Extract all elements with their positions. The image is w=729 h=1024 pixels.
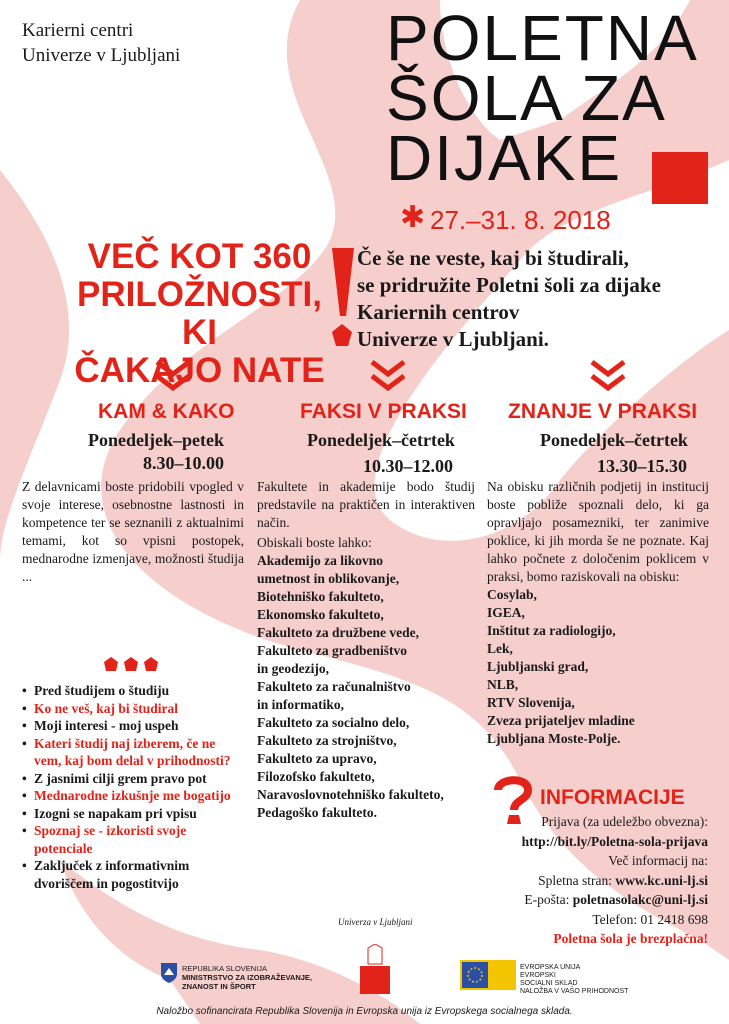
company-item: Zveza prijateljev mladine [487,713,635,728]
eu-flag-icon [460,960,516,990]
chevron-down-icon [588,360,628,392]
company-item: NLB, [487,677,519,692]
col3-days: Ponedeljek–četrtek [540,430,688,450]
title-line-2: ŠOLA ZA [386,62,667,134]
faculty-item: Pedagoško fakulteto. [257,805,378,820]
eu-line-3: SOCIALNI SKLAD [520,980,578,987]
faculty-item: Ekonomsko fakulteto, [257,607,384,622]
col1-text: Z delavnicami boste pridobili vpogled v svoje interese, osebnostne lastnosti in kompetence ter se seznanili z aktualnimi temami, kot so vpisni postopek, mednarodne izmenjave, možnosti študija ... [22,479,244,584]
faculty-list [257,552,477,822]
eu-line-2: EVROPSKI [520,972,556,979]
intro-text [357,245,697,353]
university-label: Univerza v Ljubljani [338,917,413,927]
faculty-item: Fakulteto za gradbeništvo [257,643,407,658]
col2-days: Ponedeljek–četrtek [307,430,455,450]
col2-title: FAKSI V PRAKSI [300,400,467,423]
company-list [487,586,709,748]
ministry-line-2: MINISTRSTVO ZA IZOBRAŽEVANJE, [182,973,313,982]
info-web-row [430,871,708,891]
faculty-item: Fakulteto za strojništvo, [257,733,397,748]
faculty-item: Akademijo za likovno [257,553,384,568]
col2-text: Fakultete in akademije bodo študij predstavile na praktičen in interaktiven način. [257,479,475,530]
workshop-item: • Z jasnimi cilji grem pravo pot [22,770,242,788]
ministry-label [182,964,312,991]
pentagons-icon [102,656,160,674]
eu-line-1: EVROPSKA UNIJA [520,964,581,971]
faculty-item: Filozofsko fakulteto, [257,769,375,784]
info-free: Poletna šola je brezplačna! [553,931,708,946]
col3-time: 13.30–15.30 [597,456,687,476]
company-item: Inštitut za radiologijo, [487,623,616,638]
workshop-item: • Izogni se napakam pri vpisu [22,805,242,823]
workshop-item: • Kateri študij naj izberem, če ne vem, kaj bom delal v prihodnosti? [22,735,242,770]
faculty-item: Biotehniško fakulteto, [257,589,384,604]
ministry-line-3: ZNANOST IN ŠPORT [182,982,256,991]
university-logo [360,944,390,994]
workshop-item: • Zaključek z informativnim dvoriščem in pogostitvijo [22,857,242,892]
mail-label: E-pošta: [524,892,573,907]
headline-line-2: PRILOŽNOSTI, KI [77,275,322,352]
info-mail-row [430,890,708,910]
info-registration: Prijava (za udeležbo obvezna): [541,814,708,829]
intro-line-2: se pridružite Poletni šoli za dijake [357,273,661,297]
col3-title: ZNANJE V PRAKSI [508,400,698,423]
web-link[interactable]: www.kc.uni-lj.si [615,872,708,888]
workshop-item: • Ko ne veš, kaj bi študiral [22,700,242,718]
company-item: Ljubljana Moste-Polje. [487,731,621,746]
workshop-item: • Mednarodne izkušnje me bogatijo [22,787,242,805]
intro-line-1: Če še ne veste, kaj bi študirali, [357,246,629,270]
mail-link[interactable]: poletnasolakc@uni-lj.si [572,892,708,907]
company-item: IGEA, [487,605,525,620]
organizer-line-1: Karierni centri [22,20,134,41]
company-item: Cosylab, [487,587,537,602]
workshop-item: • Spoznaj se - izkoristi svoje potenciale [22,822,242,857]
organizer-name [22,18,180,68]
faculty-item: umetnost in oblikovanje, [257,571,400,586]
slovenia-crest-icon [160,962,178,984]
info-block [430,812,708,949]
col1-title: KAM & KAKO [98,400,235,423]
chevron-down-icon [153,360,193,392]
title-line-3: DIJAKE [386,122,623,194]
chevron-down-icon [368,360,408,392]
headline [62,238,337,390]
info-phone: Telefon: 01 2418 698 [592,911,708,927]
info-title: INFORMACIJE [540,786,685,809]
title-line-1: POLETNA [386,2,699,74]
faculty-item: Naravoslovnotehniško fakulteto, [257,787,444,802]
eu-label [520,964,628,996]
footer-note: Naložbo sofinancirata Republika Slovenija in Evropska unija iz Evropskega socialnega sklada. [156,1006,573,1017]
intro-line-3: Kariernih centrov [357,300,520,324]
company-item: Lek, [487,641,513,656]
company-item: Ljubljanski grad, [487,659,589,674]
faculty-item: Fakulteto za socialno delo, [257,715,410,730]
company-item: RTV Slovenija, [487,695,575,710]
headline-line-1: VEČ KOT 360 [87,237,312,276]
workshop-item: • Moji interesi - moj uspeh [22,717,242,735]
exclamation-icon [328,248,356,348]
col1-time: 8.30–10.00 [143,453,224,473]
organizer-line-2: Univerze v Ljubljani [22,45,181,66]
faculty-item: Fakulteto za upravo, [257,751,377,766]
faculty-item: in informatiko, [257,697,345,712]
col2-subtitle: Obiskali boste lahko: [257,535,372,550]
info-more: Več informacij na: [608,853,708,868]
col2-time: 10.30–12.00 [363,456,453,476]
registration-link[interactable]: http://bit.ly/Poletna-sola-prijava [521,833,708,849]
faculty-item: in geodezijo, [257,661,329,676]
col1-days: Ponedeljek–petek [88,430,224,450]
asterisk-icon: ✱ [400,200,426,235]
eu-line-4: NALOŽBA V VAŠO PRIHODNOST [520,988,629,995]
headline-line-3: ČAKAJO NATE [74,351,325,390]
workshop-list [22,682,242,892]
intro-line-4: Univerze v Ljubljani. [357,327,549,351]
faculty-item: Fakulteto za računalništvo [257,679,411,694]
workshop-item: • Pred študijem o študiju [22,682,242,700]
event-dates: 27.–31. 8. 2018 [430,205,611,235]
web-label: Spletna stran: [538,872,616,888]
red-square-logo [652,152,708,204]
col3-text: Na obisku različnih podjetij in institucij boste pobliže spoznali delo, ki ga opravljajo posamezniki, ter zanimive poklice, ki jih morda še ne poznate. Kaj lahko počnete z določenim poklicem v praksi, bomo raziskovali na obisku: [487,479,709,584]
ministry-line-1: REPUBLIKA SLOVENIJA [182,964,268,973]
faculty-item: Fakulteto za družbene vede, [257,625,419,640]
